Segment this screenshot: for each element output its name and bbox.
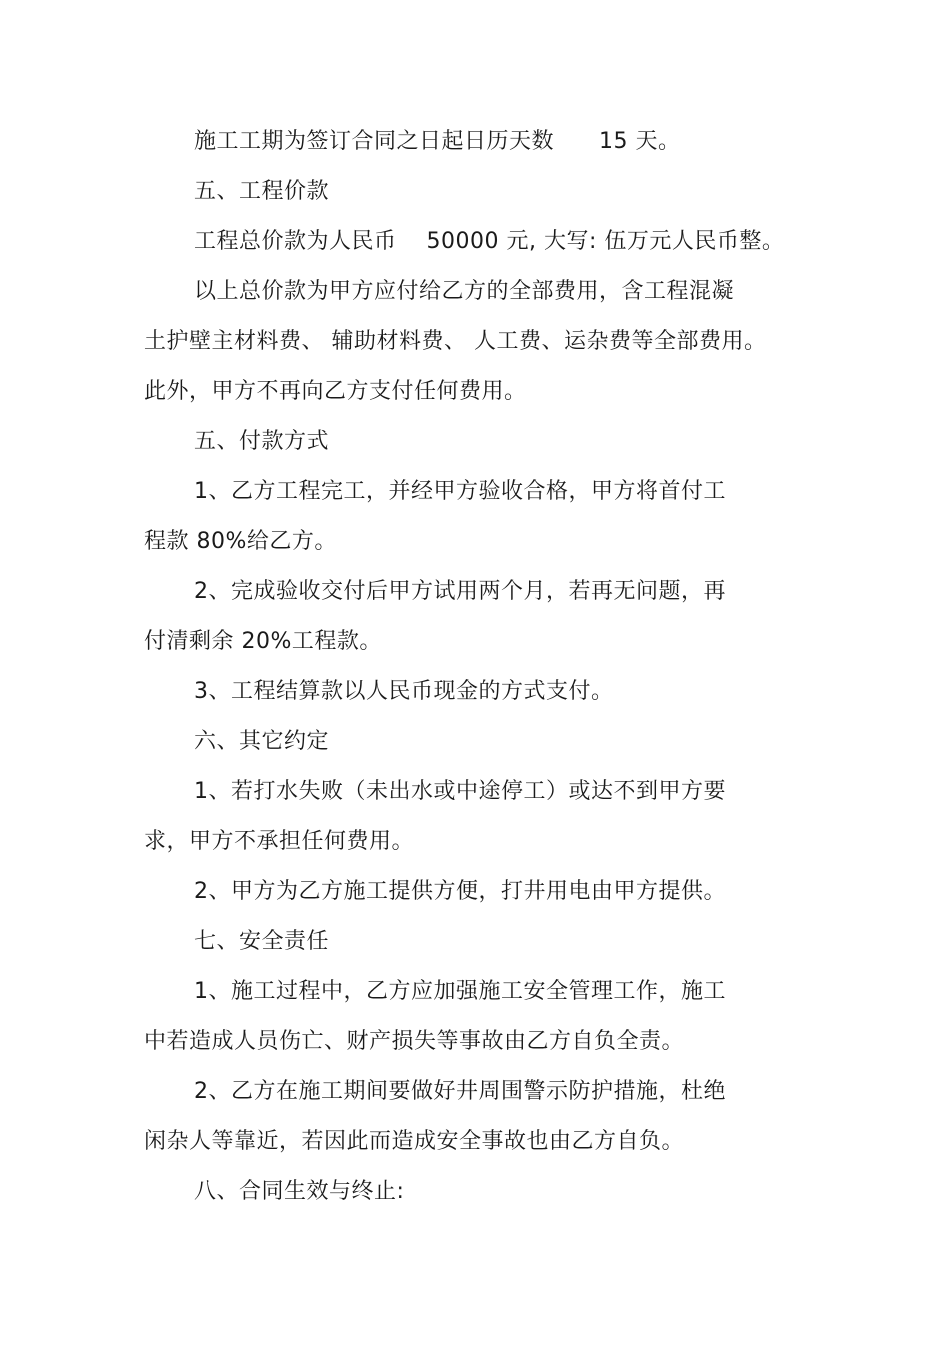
construction-period-text: 施工工期为签订合同之日起日历天数 15 天。 [194,129,681,154]
safety-clause-2-line2: 闲杂人等靠近，若因此而造成安全事故也由乙方自负。 [144,1129,685,1154]
section-heading-project-price: 五、工程价款 [194,179,330,204]
payment-clause-2-line1: 2、完成验收交付后甲方试用两个月，若再无问题，再 [194,579,726,604]
total-price-text: 工程总价款为人民币 50000 元, 大写: 伍万元人民币整。 [194,229,785,254]
other-clause-1-line2: 求，甲方不承担任何费用。 [144,829,415,854]
safety-clause-1-line2: 中若造成人员伤亡、财产损失等事故由乙方自负全责。 [144,1029,685,1054]
price-scope-text-line2: 土护壁主材料费、 辅助材料费、 人工费、运杂费等全部费用。 [144,329,767,354]
section-heading-safety: 七、安全责任 [194,929,330,954]
payment-clause-2-line2: 付清剩余 20%工程款。 [144,629,382,654]
other-clause-1-line1: 1、若打水失败（未出水或中途停工）或达不到甲方要 [194,779,726,804]
payment-clause-1-line2: 程款 80%给乙方。 [144,529,337,554]
section-heading-other-agreements: 六、其它约定 [194,729,330,754]
payment-clause-1-line1: 1、乙方工程完工，并经甲方验收合格，甲方将首付工 [194,479,726,504]
payment-clause-3: 3、工程结算款以人民币现金的方式支付。 [194,679,614,704]
other-clause-2: 2、甲方为乙方施工提供方便，打井用电由甲方提供。 [194,879,726,904]
section-heading-contract-validity: 八、合同生效与终止: [194,1179,405,1204]
price-scope-text-line3: 此外，甲方不再向乙方支付任何费用。 [144,379,527,404]
safety-clause-1-line1: 1、施工过程中，乙方应加强施工安全管理工作，施工 [194,979,726,1004]
price-scope-text-line1: 以上总价款为甲方应付给乙方的全部费用，含工程混凝 [194,279,735,304]
safety-clause-2-line1: 2、乙方在施工期间要做好井周围警示防护措施，杜绝 [194,1079,726,1104]
section-heading-payment-method: 五、付款方式 [194,429,330,454]
